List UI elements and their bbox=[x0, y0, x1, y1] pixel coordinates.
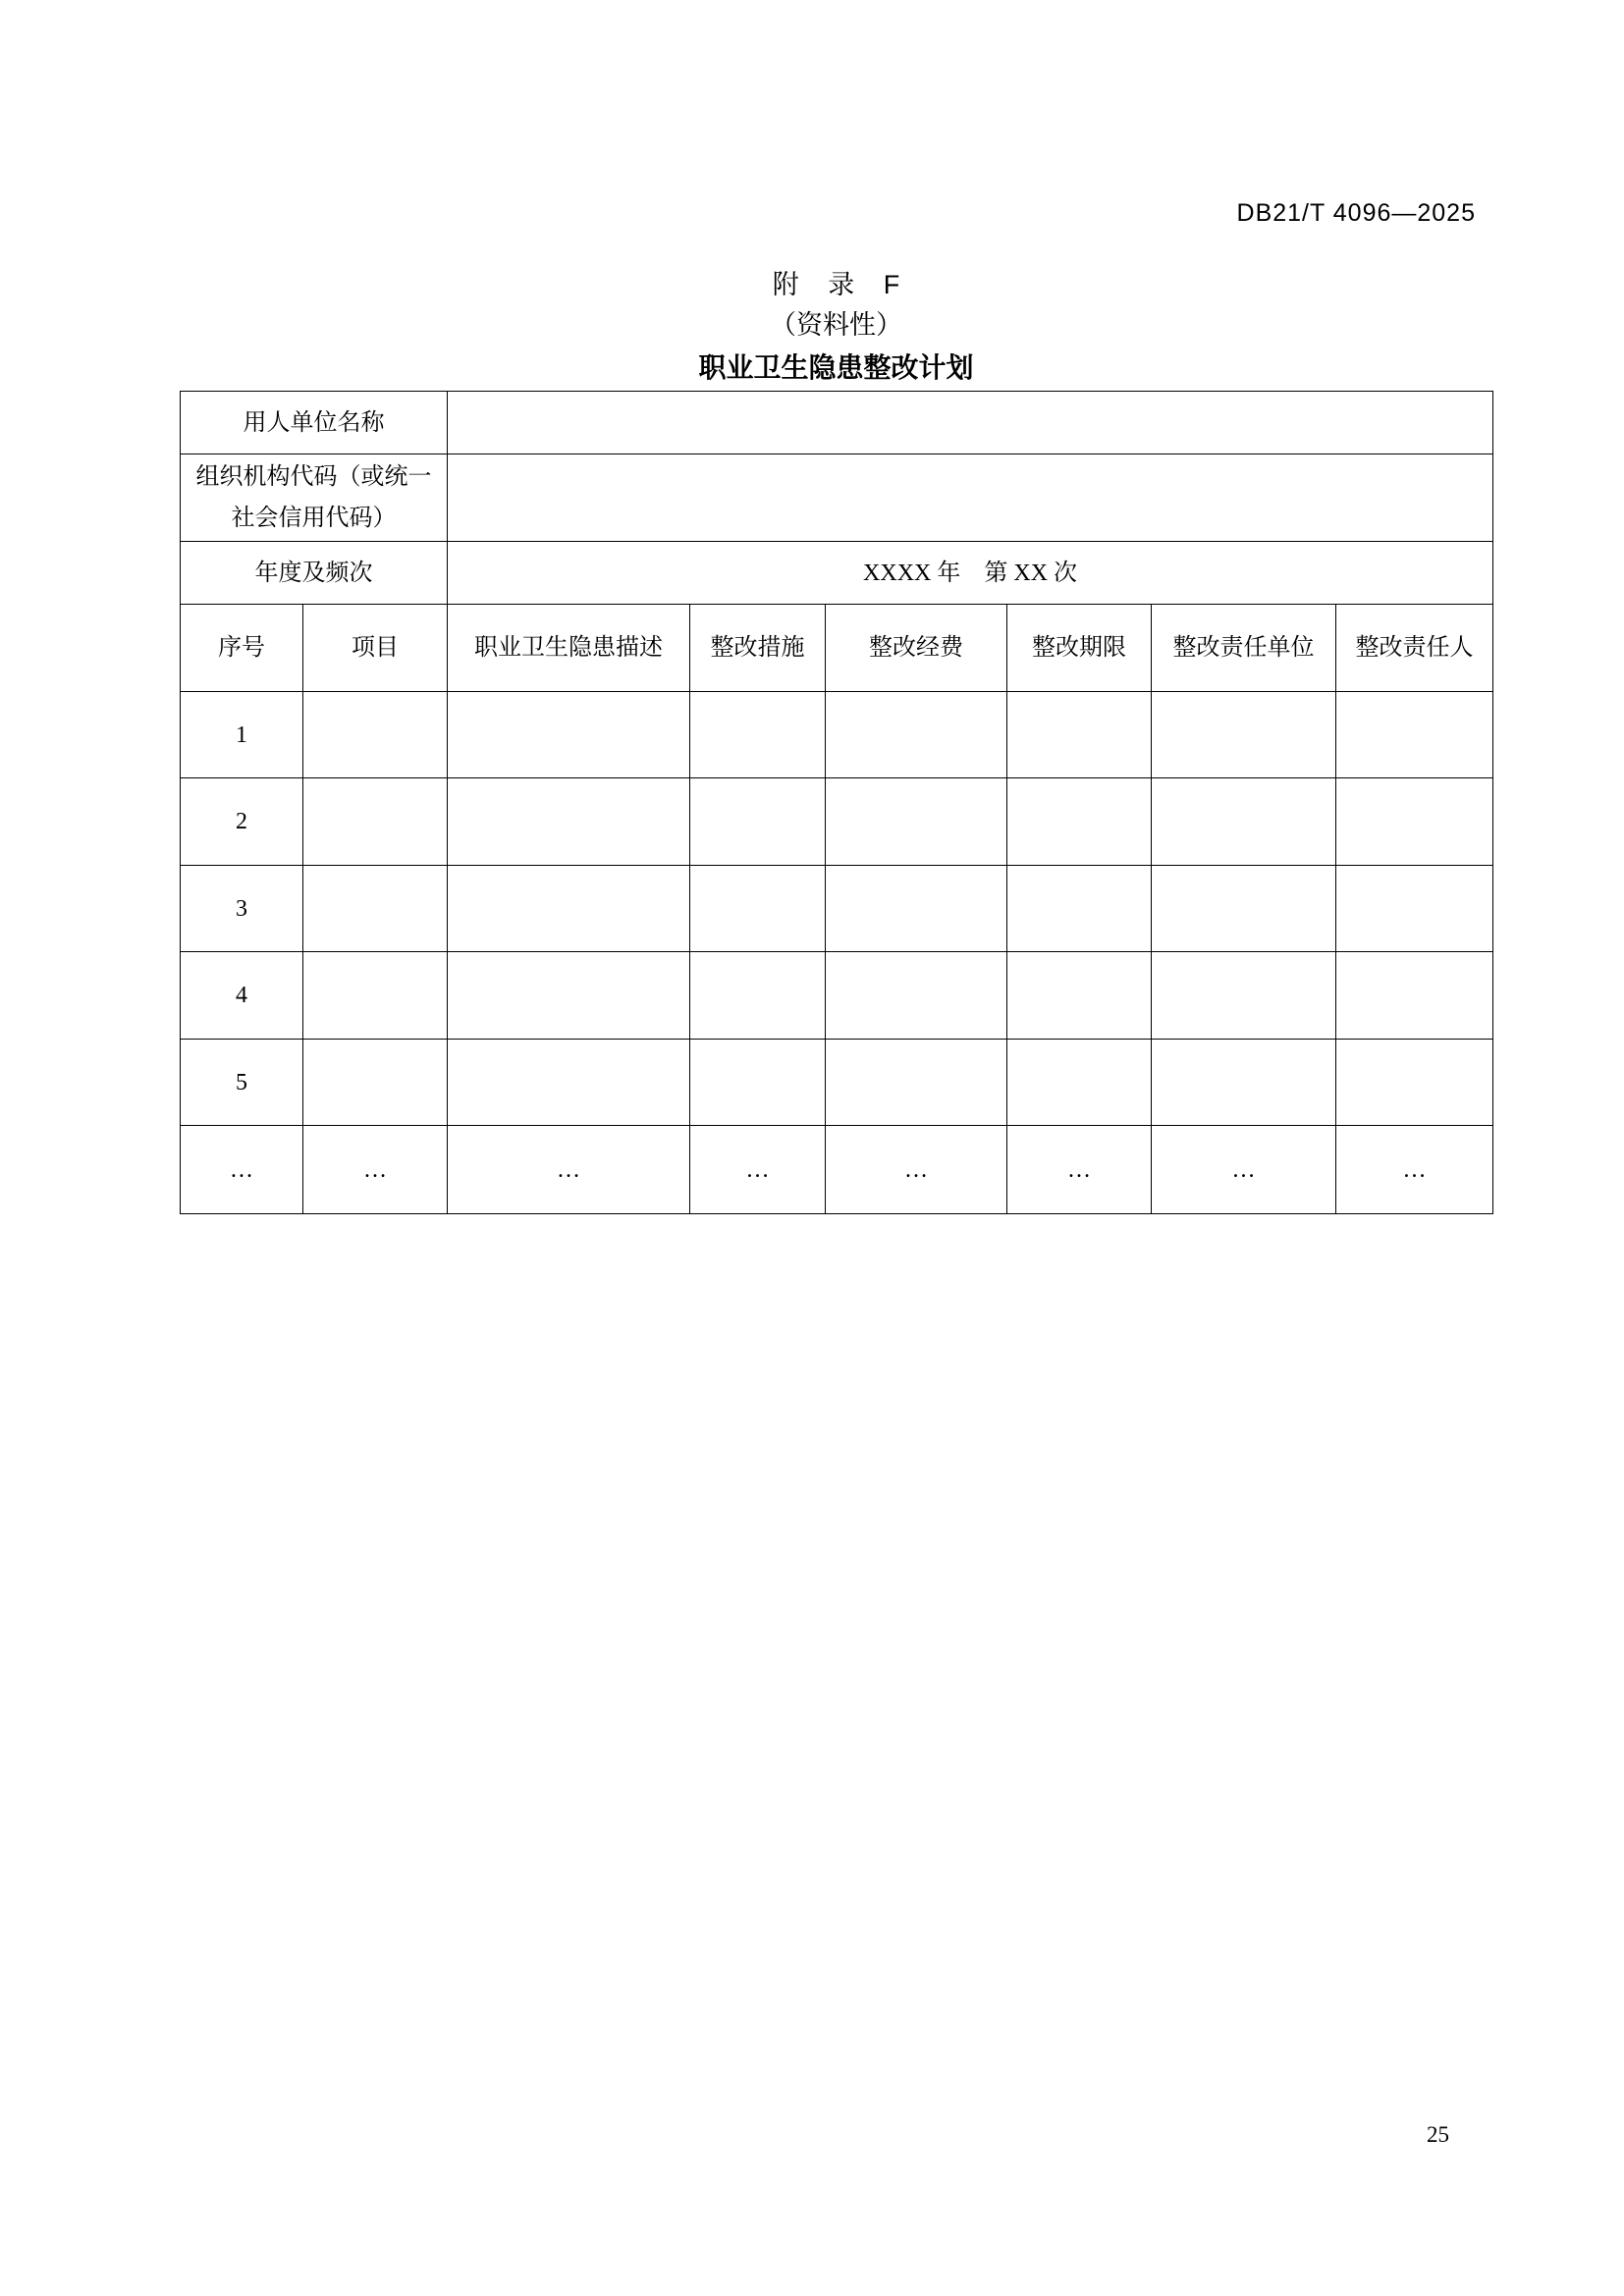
header-hazard-description: 职业卫生隐患描述 bbox=[448, 605, 690, 692]
cell-serial-no: 2 bbox=[181, 778, 303, 866]
cell-funding bbox=[826, 866, 1007, 952]
appendix-label: 附 录 F bbox=[772, 270, 900, 299]
cell-hazard-description: … bbox=[448, 1126, 690, 1214]
cell-item: … bbox=[303, 1126, 448, 1214]
cell-item bbox=[303, 778, 448, 866]
cell-serial-no: 1 bbox=[181, 692, 303, 778]
cell-hazard-description bbox=[448, 778, 690, 866]
cell-funding: … bbox=[826, 1126, 1007, 1214]
appendix-nature: （资料性） bbox=[770, 310, 902, 340]
employer-name-row bbox=[181, 392, 1493, 454]
cell-responsible-unit: … bbox=[1152, 1126, 1336, 1214]
header-responsible-unit: 整改责任单位 bbox=[1152, 605, 1336, 692]
header-deadline: 整改期限 bbox=[1007, 605, 1152, 692]
header-item: 项目 bbox=[303, 605, 448, 692]
cell-item bbox=[303, 1040, 448, 1126]
cell-hazard-description bbox=[448, 866, 690, 952]
cell-responsible-unit bbox=[1152, 952, 1336, 1040]
cell-item bbox=[303, 866, 448, 952]
cell-responsible-unit bbox=[1152, 778, 1336, 866]
cell-deadline bbox=[1007, 866, 1152, 952]
table-header-row bbox=[181, 605, 1493, 692]
cell-responsible-person bbox=[1336, 692, 1493, 778]
cell-hazard-description bbox=[448, 1040, 690, 1126]
cell-responsible-person bbox=[1336, 1040, 1493, 1126]
standard-number: DB21/T 4096—2025 bbox=[1236, 199, 1476, 227]
cell-serial-no: 3 bbox=[181, 866, 303, 952]
cell-measures bbox=[690, 952, 826, 1040]
org-code-cell bbox=[448, 454, 1493, 542]
employer-name-label: 用人单位名称 bbox=[181, 392, 448, 454]
table-row bbox=[181, 866, 1493, 952]
employer-name-cell bbox=[448, 392, 1493, 454]
cell-measures bbox=[690, 1040, 826, 1126]
page-number: 25 bbox=[1427, 2122, 1449, 2147]
table-row-ellipsis bbox=[181, 1126, 1493, 1214]
org-code-label: 组织机构代码（或统一 社会信用代码） bbox=[181, 454, 448, 542]
cell-deadline bbox=[1007, 1040, 1152, 1126]
cell-funding bbox=[826, 1040, 1007, 1126]
cell-funding bbox=[826, 692, 1007, 778]
table-row bbox=[181, 1040, 1493, 1126]
cell-deadline bbox=[1007, 692, 1152, 778]
cell-responsible-person: … bbox=[1336, 1126, 1493, 1214]
org-code-row bbox=[181, 454, 1493, 542]
header-funding: 整改经费 bbox=[826, 605, 1007, 692]
cell-item bbox=[303, 952, 448, 1040]
year-frequency-value: XXXX 年 第 XX 次 bbox=[448, 542, 1493, 605]
cell-deadline bbox=[1007, 778, 1152, 866]
cell-measures bbox=[690, 866, 826, 952]
cell-hazard-description bbox=[448, 952, 690, 1040]
table-row bbox=[181, 952, 1493, 1040]
cell-deadline: … bbox=[1007, 1126, 1152, 1214]
cell-item bbox=[303, 692, 448, 778]
table-row bbox=[181, 778, 1493, 866]
year-frequency-label: 年度及频次 bbox=[181, 542, 448, 605]
cell-hazard-description bbox=[448, 692, 690, 778]
cell-funding bbox=[826, 778, 1007, 866]
header-serial-no: 序号 bbox=[181, 605, 303, 692]
rectification-plan-table bbox=[180, 391, 1493, 1214]
year-frequency-row bbox=[181, 542, 1493, 605]
cell-responsible-unit bbox=[1152, 866, 1336, 952]
cell-serial-no: 5 bbox=[181, 1040, 303, 1126]
cell-funding bbox=[826, 952, 1007, 1040]
cell-responsible-person bbox=[1336, 866, 1493, 952]
cell-deadline bbox=[1007, 952, 1152, 1040]
cell-responsible-person bbox=[1336, 952, 1493, 1040]
header-responsible-person: 整改责任人 bbox=[1336, 605, 1493, 692]
cell-measures bbox=[690, 778, 826, 866]
cell-responsible-unit bbox=[1152, 692, 1336, 778]
cell-measures: … bbox=[690, 1126, 826, 1214]
header-measures: 整改措施 bbox=[690, 605, 826, 692]
cell-measures bbox=[690, 692, 826, 778]
cell-serial-no: … bbox=[181, 1126, 303, 1214]
table-row bbox=[181, 692, 1493, 778]
cell-responsible-person bbox=[1336, 778, 1493, 866]
cell-serial-no: 4 bbox=[181, 952, 303, 1040]
cell-responsible-unit bbox=[1152, 1040, 1336, 1126]
appendix-title: 职业卫生隐患整改计划 bbox=[698, 352, 974, 383]
